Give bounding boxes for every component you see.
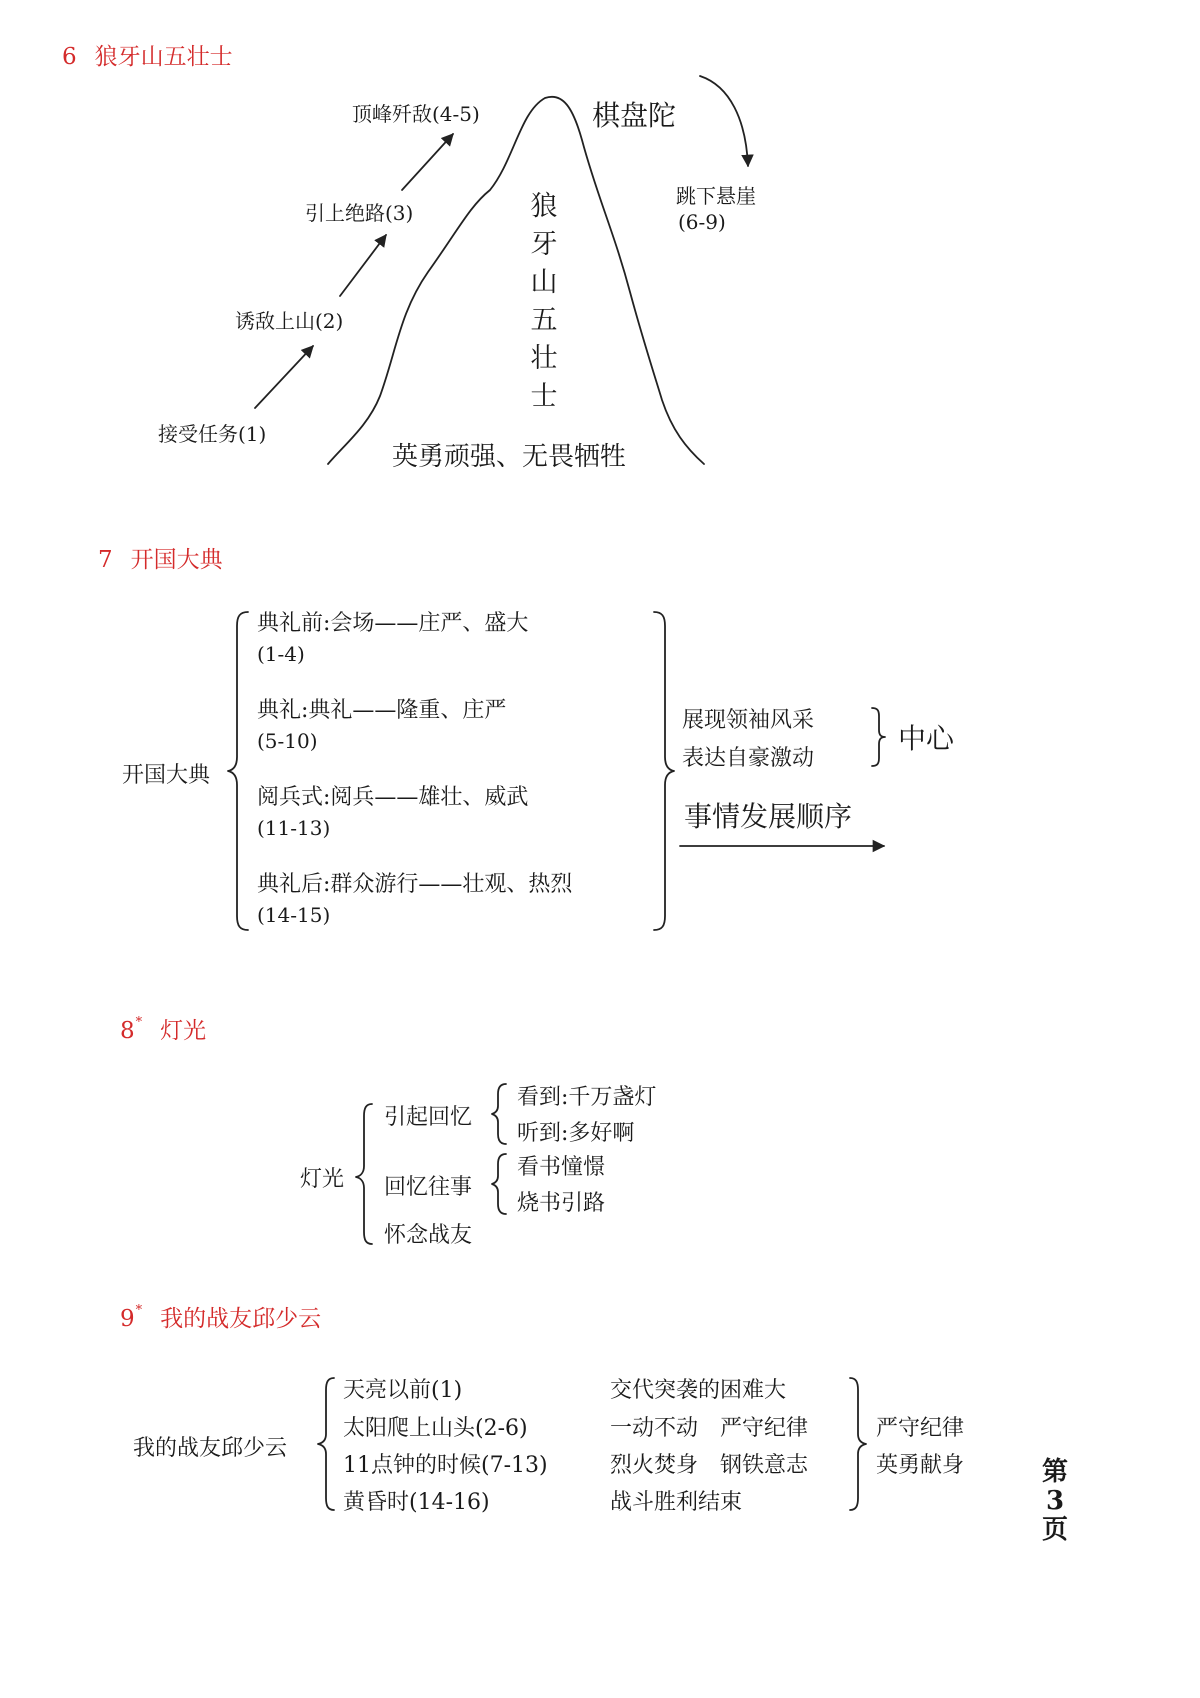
time-label: 黄昏时(14-16): [343, 1490, 490, 1515]
branch-label: 回忆往事: [384, 1175, 473, 1200]
branch-label: 引起回忆: [384, 1105, 473, 1130]
item-text: 典礼:典礼——隆重、庄严: [257, 698, 507, 723]
section-title-text: 灯光: [160, 1018, 207, 1044]
small-brace-icon: [872, 708, 885, 766]
star-mark: *: [135, 1015, 143, 1030]
leaf-label: 听到:多好啊: [517, 1121, 635, 1146]
arrow-icon: [255, 346, 313, 408]
mountain-char: 壮: [530, 343, 558, 374]
step-label: 接受任务(1): [158, 422, 267, 446]
event-label: 烈火焚身 钢铁意志: [610, 1453, 809, 1478]
section-title-text: 开国大典: [130, 547, 223, 573]
left-brace-icon: [356, 1104, 372, 1244]
section-number: 6: [62, 44, 77, 70]
page-char: 3: [1045, 1486, 1065, 1516]
item-text: 典礼后:群众游行——壮观、热烈: [257, 872, 573, 897]
jump-label: 跳下悬崖: [676, 184, 756, 208]
quality-label: 英勇献身: [876, 1453, 965, 1478]
left-brace-icon: [318, 1378, 334, 1510]
mountain-char: 山: [530, 267, 558, 298]
item-text: 阅兵式:阅兵——雄壮、威武: [257, 785, 529, 810]
event-label: 一动不动 严守纪律: [610, 1416, 809, 1441]
mountain-outline: [328, 97, 704, 464]
leaf-label: 烧书引路: [517, 1191, 606, 1216]
number-text: 9: [120, 1306, 135, 1332]
section-number: 7: [98, 547, 113, 573]
mountain-char: 狼: [530, 191, 558, 222]
page-char: 第: [1041, 1457, 1068, 1487]
item-range: (1-4): [257, 642, 305, 666]
small-brace-icon: [492, 1084, 506, 1144]
left-brace-icon: [228, 612, 248, 930]
root-label: 我的战友邱少云: [133, 1436, 288, 1461]
leaf-label: 看到:千万盏灯: [517, 1085, 657, 1110]
item-range: (5-10): [257, 729, 318, 753]
item-range: (14-15): [257, 903, 331, 927]
mountain-char: 五: [530, 305, 558, 336]
star-mark: *: [135, 1303, 143, 1318]
step-label: 引上绝路(3): [305, 201, 414, 225]
center-item: 展现领袖风采: [682, 708, 815, 733]
jump-range: (6-9): [678, 210, 726, 234]
root-label: 开国大典: [122, 763, 211, 788]
right-brace-icon: [654, 612, 674, 930]
peak-label: 棋盘陀: [592, 99, 677, 132]
page-char: 页: [1041, 1515, 1068, 1545]
event-label: 交代突袭的困难大: [610, 1378, 787, 1403]
item-text: 典礼前:会场——庄严、盛大: [257, 611, 529, 636]
right-brace-icon: [850, 1378, 866, 1510]
theme-label: 英勇顽强、无畏牺牲: [392, 442, 627, 472]
step-label: 顶峰歼敌(4-5): [352, 102, 480, 126]
event-label: 战斗胜利结束: [610, 1490, 743, 1515]
mountain-char: 牙: [530, 229, 558, 260]
arrow-icon: [402, 134, 453, 190]
arrow-icon: [340, 235, 386, 296]
section-title-text: 狼牙山五壮士: [94, 44, 233, 70]
branch-label: 怀念战友: [384, 1223, 473, 1248]
leaf-label: 看书憧憬: [517, 1155, 606, 1180]
small-brace-icon: [492, 1154, 506, 1214]
time-label: 天亮以前(1): [343, 1378, 463, 1403]
step-label: 诱敌上山(2): [235, 309, 344, 333]
order-label: 事情发展顺序: [684, 800, 853, 833]
item-range: (11-13): [257, 816, 331, 840]
number-text: 8: [120, 1018, 135, 1044]
center-item: 表达自豪激动: [682, 746, 815, 771]
center-label: 中心: [898, 722, 955, 755]
time-label: 太阳爬上山头(2-6): [343, 1416, 528, 1441]
mountain-char: 士: [530, 381, 558, 412]
curved-arrow-icon: [700, 76, 748, 166]
root-label: 灯光: [300, 1167, 345, 1192]
section-title-text: 我的战友邱少云: [160, 1306, 322, 1332]
time-label: 11点钟的时候(7-13): [343, 1453, 548, 1478]
quality-label: 严守纪律: [876, 1416, 965, 1441]
